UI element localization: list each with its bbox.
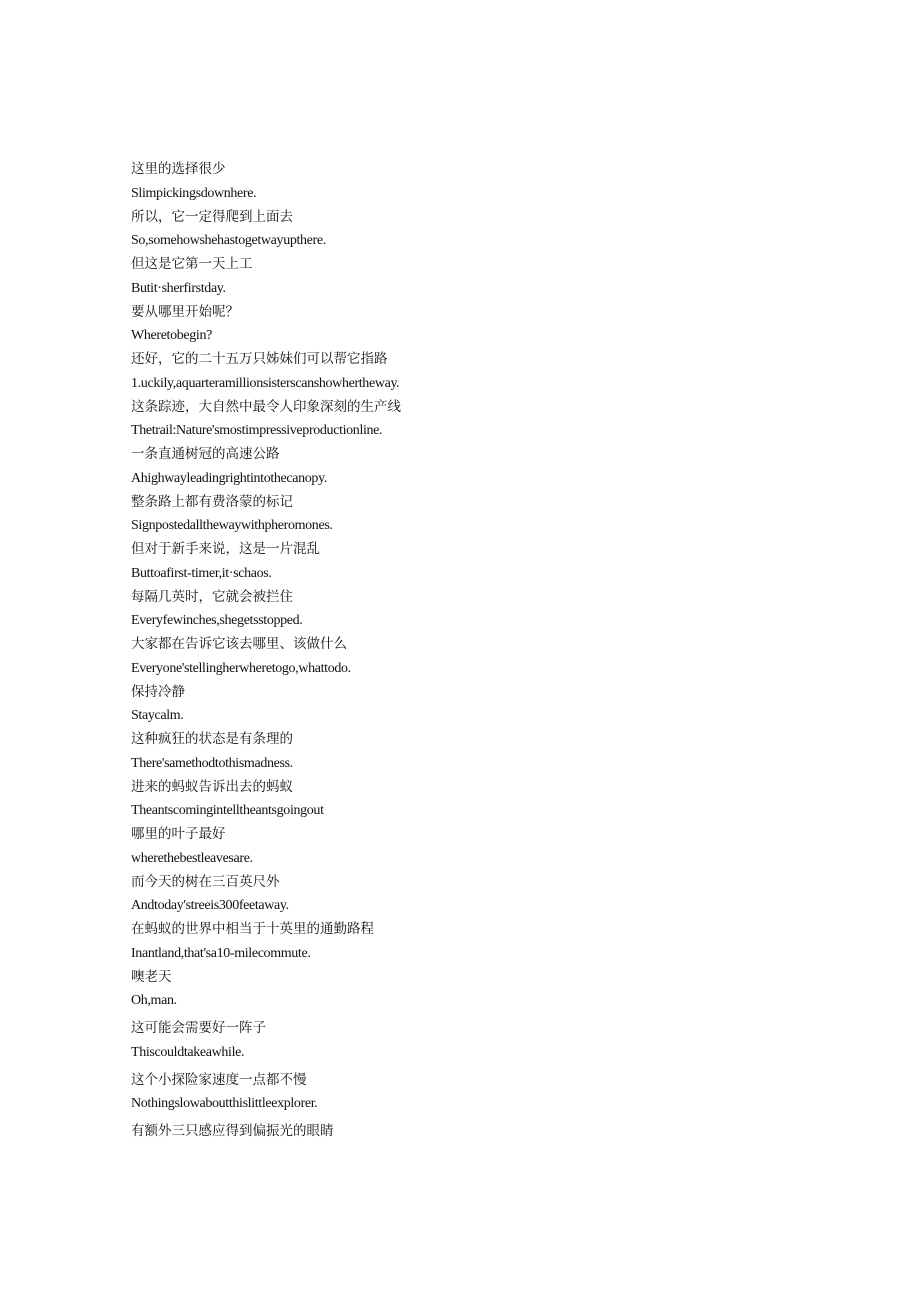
transcript-line: Andtoday'streeis300feetaway. [131,898,289,914]
transcript-line: 但对于新手来说，这是一片混乱 [131,541,320,557]
transcript-line: 噢老天 [131,968,172,985]
transcript-line: Ahighwayleadingrightintothecanopy. [131,470,327,486]
transcript-line: Staycalm. [131,708,184,724]
transcript-line: Inantland,that'sa10-milecommute. [131,945,311,961]
transcript-line: 而今天的树在三百英尺外 [131,873,280,890]
transcript-line: wherethebestleavesare. [131,850,253,866]
transcript-line: 保持冷静 [131,683,185,700]
transcript-line: 这个小探险家速度一点都不慢 [131,1071,307,1088]
transcript-line: 一条直通树冠的高速公路 [131,446,280,462]
transcript-line: Thiscouldtakeawhile. [131,1044,245,1060]
transcript-line: 所以，它一定得爬到上面去 [131,208,293,225]
transcript-line: Everyone'stellingherwheretogo,whattodo. [131,660,351,676]
transcript-line: Buttoafirst-timer,it·schaos. [131,565,272,581]
transcript-line: 这种疯狂的状态是有条理的 [131,731,293,747]
transcript-line: 这可能会需要好一阵子 [131,1020,266,1036]
transcript-line: 每隔几英时，它就会被拦住 [131,588,293,605]
transcript-line: 整条路上都有费洛蒙的标记 [131,493,293,510]
transcript-line: Slimpickingsdownhere. [131,185,257,201]
transcript-line: Signpostedallthewaywithpheromones. [131,518,333,534]
transcript-line: There'samethodtothismadness. [131,755,293,771]
subtitle-transcript [131,158,831,1144]
transcript-line: 要从哪里开始呢？ [131,303,239,320]
transcript-line: 这条踪迹，大自然中最令人印象深刻的生产线 [131,398,401,415]
transcript-line: Theantscomingintelltheantsgoingout [131,803,324,819]
transcript-line: 在蚂蚁的世界中相当于十英里的通勤路程 [131,921,374,937]
transcript-line: So,somehowshehastogetwayupthere. [131,233,326,249]
transcript-line: 有额外三只感应得到偏振光的眼睛 [131,1123,334,1139]
transcript-line: 进来的蚂蚁告诉出去的蚂蚁 [131,778,293,795]
transcript-line: 但这是它第一天上工 [131,256,253,272]
transcript-line: Butit·sherfirstday. [131,280,226,296]
transcript-line: 这里的选择很少 [131,161,226,177]
transcript-line: Wheretobegin? [131,328,212,344]
transcript-line: 哪里的叶子最好 [131,826,226,842]
transcript-line: Nothingslowaboutthislittleexplorer. [131,1096,318,1112]
transcript-line: 还好，它的二十五万只姊妹们可以帮它指路 [131,351,388,367]
transcript-line: 大家都在告诉它该去哪里、该做什么 [131,636,347,652]
transcript-line: 1.uckily,aquarteramillionsisterscanshowhertheway. [131,375,400,391]
transcript-line: Everyfewinches,shegetsstopped. [131,613,303,629]
transcript-line: Thetrail:Nature'smostimpressiveproductionline. [131,423,383,439]
transcript-line: Oh,man. [131,993,177,1009]
